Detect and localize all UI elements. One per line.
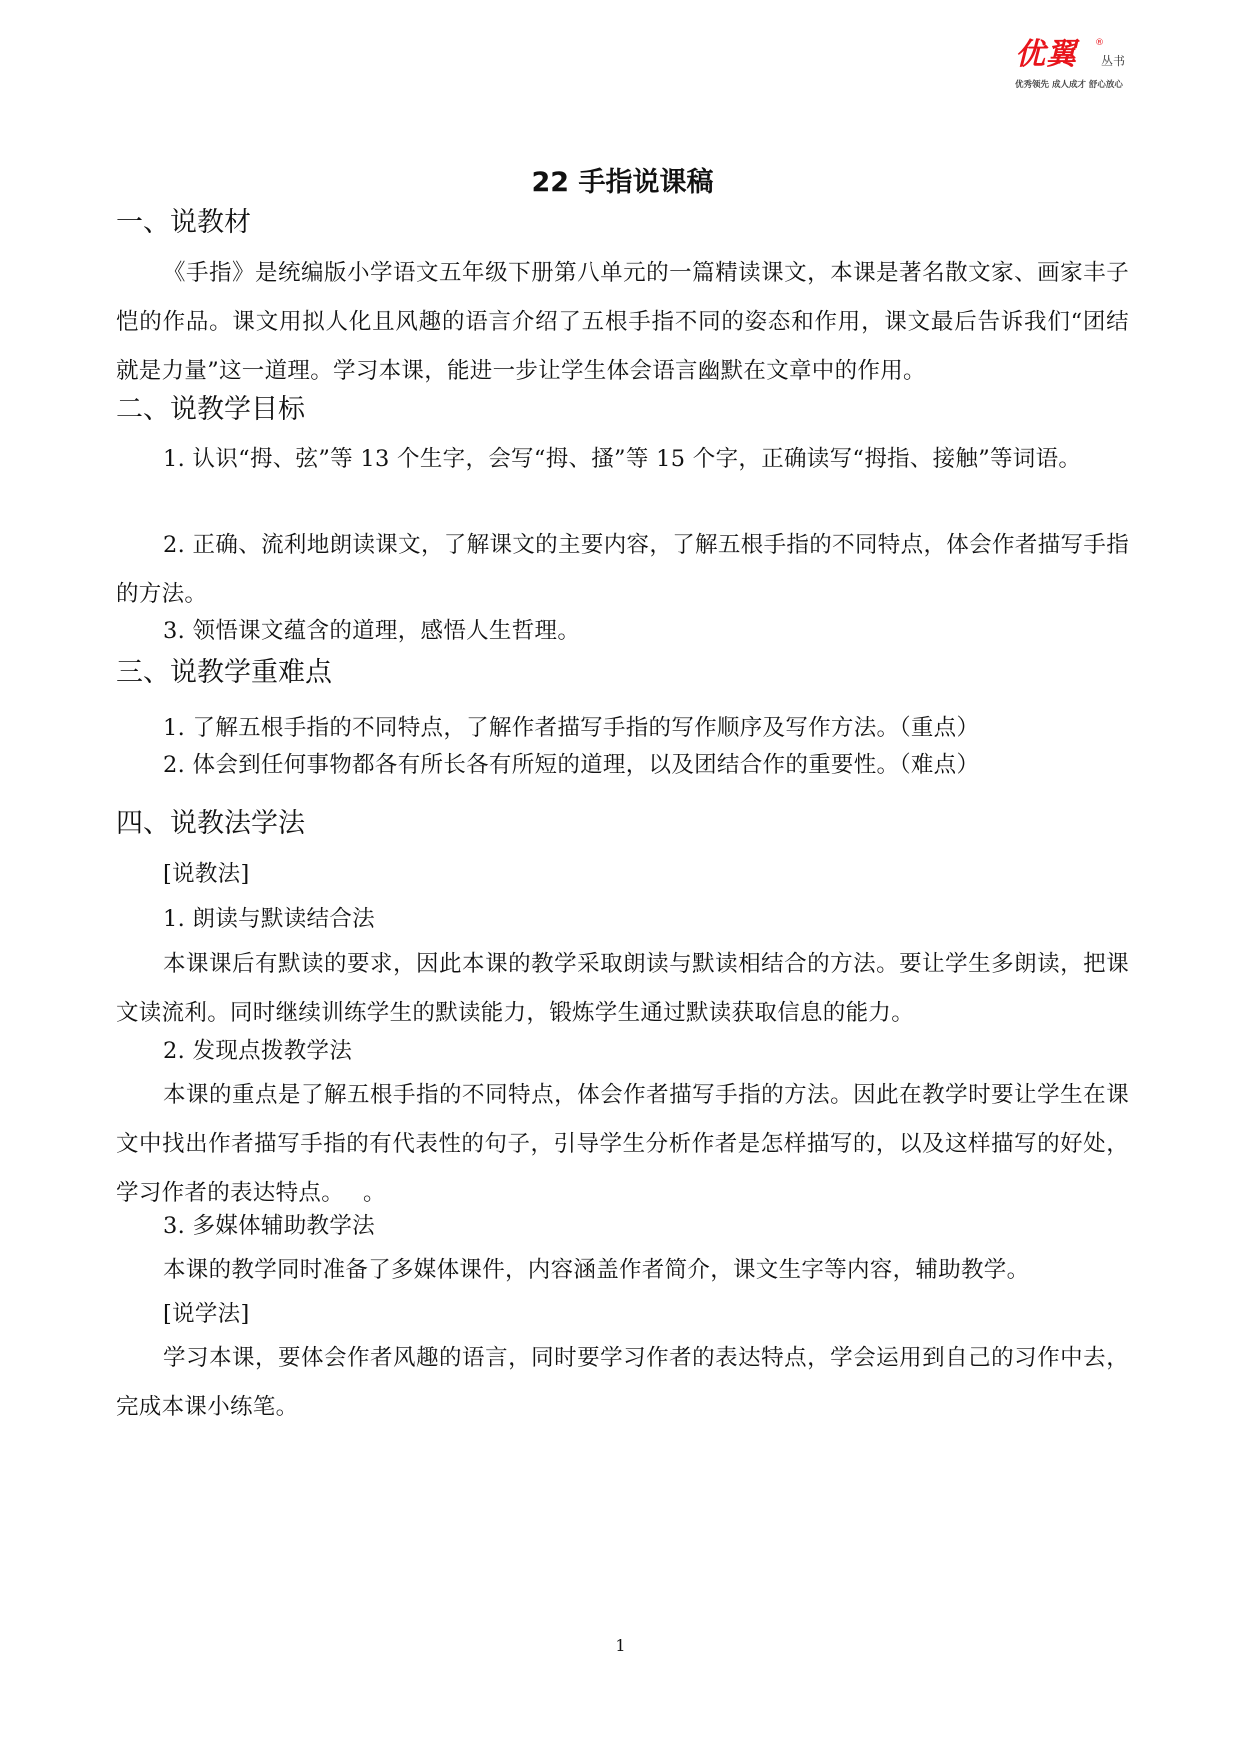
key-point-item-2: 2. 体会到任何事物都各有所长各有所短的道理，以及团结合作的重要性。（难点）	[163, 752, 980, 778]
objective-item-1: 1. 认识“拇、弦”等 13 个生字，会写“拇、搔”等 15 个字，正确读写“拇指、接触”等词语。	[163, 446, 1082, 472]
section-heading-key-points: 三、说教学重难点	[116, 657, 332, 688]
objective-item-2: 2. 正确、流利地朗读课文，了解课文的主要内容，了解五根手指的不同特点，体会作者描写手指的方法。	[116, 532, 1129, 607]
teaching-method-3-title: 3. 多媒体辅助教学法	[163, 1213, 375, 1239]
section-textbook-paragraph: 《手指》是统编版小学语文五年级下册第八单元的一篇精读课文，本课是著名散文家、画家丰子恺的作品。课文用拟人化且风趣的语言介绍了五根手指不同的姿态和作用，课文最后告诉我们“团结就是力量”这一道理。学习本课，能进一步让学生体会语言幽默在文章中的作用。	[116, 260, 1129, 384]
page-title: 22 手指说课稿	[531, 167, 714, 198]
teaching-method-2-body: 本课的重点是了解五根手指的不同特点，体会作者描写手指的方法。因此在教学时要让学生在课文中找出作者描写手指的有代表性的句子，引导学生分析作者是怎样描写的，以及这样描写的好处，学习作者的表达特点。 。	[116, 1082, 1129, 1206]
registered-mark: ®	[1095, 38, 1104, 48]
teaching-method-label: [说教法]	[163, 861, 250, 887]
section-heading-textbook: 一、说教材	[116, 207, 251, 238]
learning-method-body: 学习本课，要体会作者风趣的语言，同时要学习作者的表达特点，学会运用到自己的习作中去，完成本课小练笔。	[116, 1345, 1129, 1420]
teaching-method-1-title: 1. 朗读与默读结合法	[163, 906, 375, 932]
objective-item-3: 3. 领悟课文蕴含的道理，感悟人生哲理。	[163, 618, 581, 644]
section-heading-objectives: 二、说教学目标	[116, 394, 305, 425]
learning-method-label: [说学法]	[163, 1301, 250, 1327]
section-heading-methods: 四、说教法学法	[116, 808, 305, 839]
logo-slogan: 优秀领先 成人成才 舒心放心	[1015, 80, 1123, 90]
logo-mark: 优翼	[1015, 37, 1077, 72]
logo-series-text: 丛书	[1101, 54, 1126, 68]
publisher-logo	[1015, 38, 1145, 98]
page-number: 1	[615, 1636, 626, 1655]
teaching-method-3-body: 本课的教学同时准备了多媒体课件，内容涵盖作者简介，课文生字等内容，辅助教学。	[163, 1257, 1030, 1283]
teaching-method-1-body: 本课课后有默读的要求，因此本课的教学采取朗读与默读相结合的方法。要让学生多朗读，把课文读流利。同时继续训练学生的默读能力，锻炼学生通过默读获取信息的能力。	[116, 951, 1129, 1026]
key-point-item-1: 1. 了解五根手指的不同特点，了解作者描写手指的写作顺序及写作方法。（重点）	[163, 715, 980, 741]
teaching-method-2-title: 2. 发现点拨教学法	[163, 1038, 353, 1064]
